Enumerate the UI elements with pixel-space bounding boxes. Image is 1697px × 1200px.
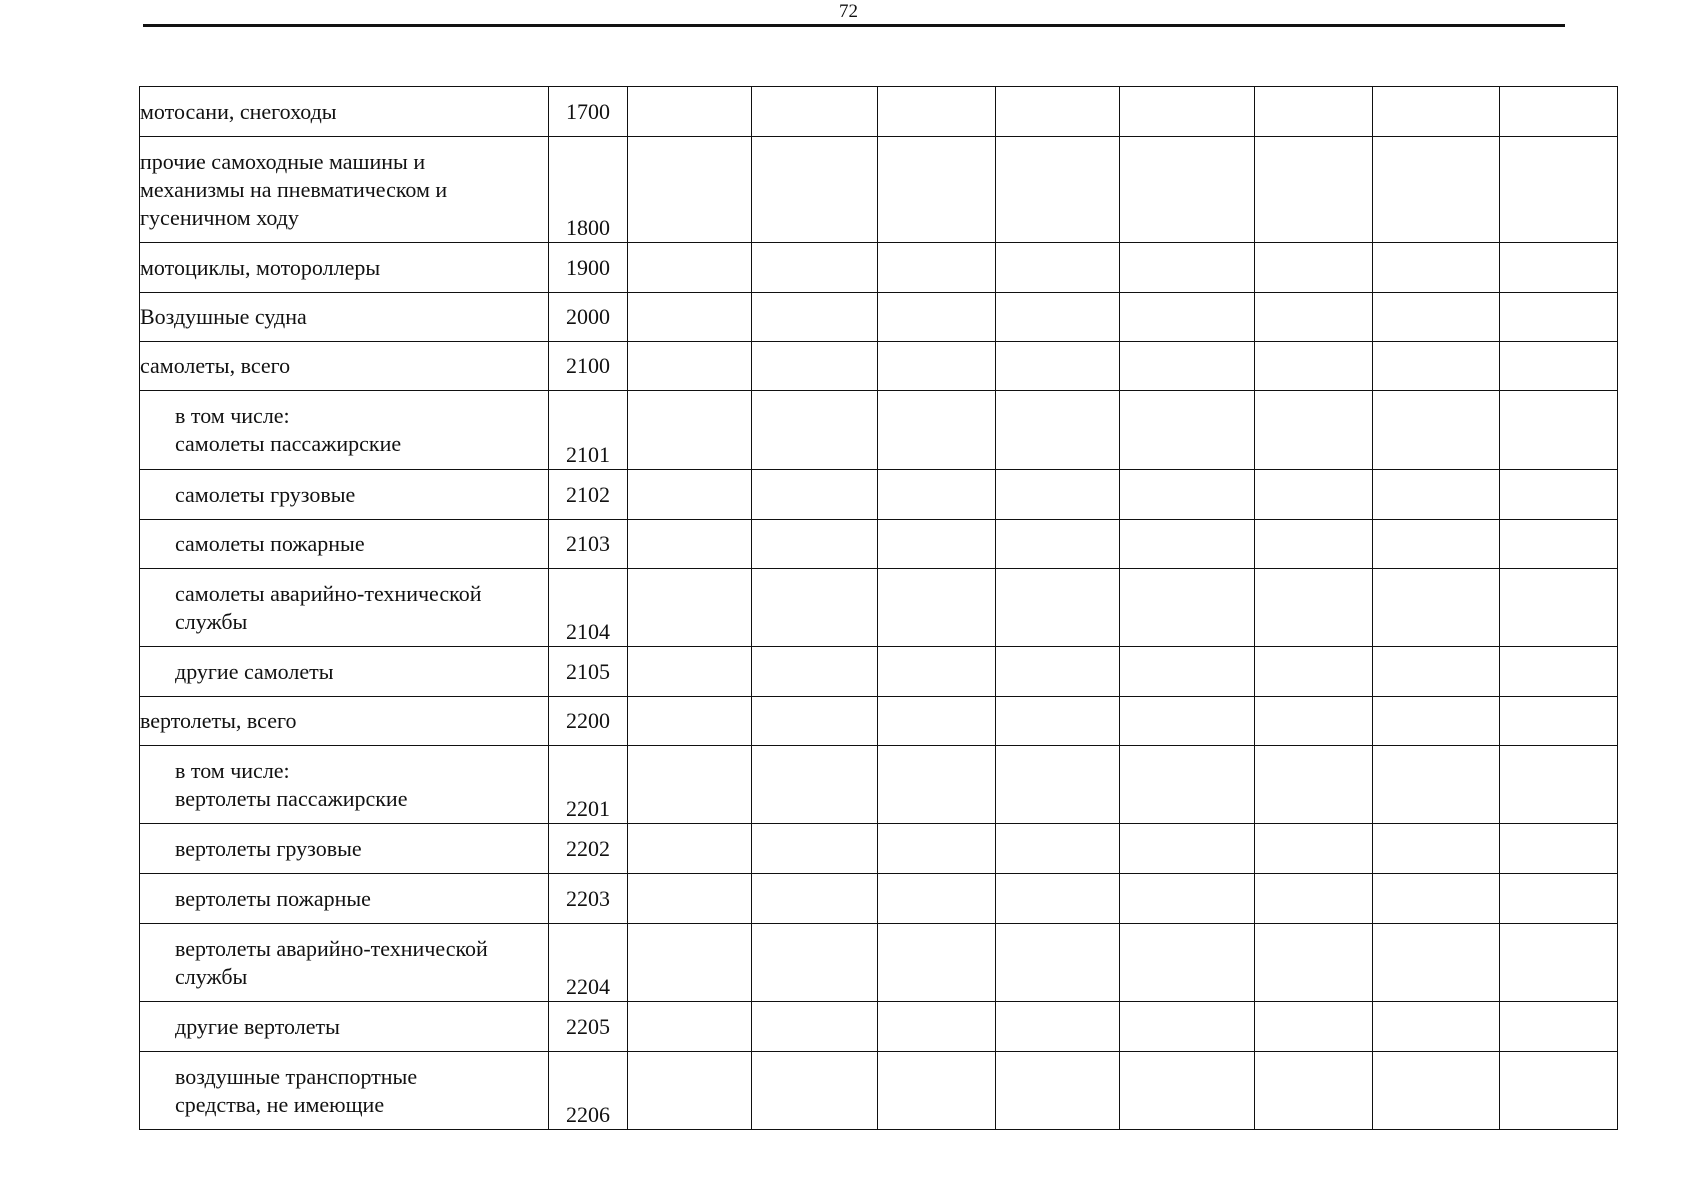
data-entry-cell[interactable] (1120, 746, 1255, 824)
data-entry-cell[interactable] (1255, 391, 1373, 470)
data-entry-cell[interactable] (1255, 647, 1373, 697)
data-entry-cell[interactable] (1373, 924, 1500, 1002)
data-entry-cell[interactable] (628, 647, 752, 697)
data-entry-cell[interactable] (1500, 647, 1618, 697)
data-entry-cell[interactable] (1120, 1002, 1255, 1052)
data-entry-cell[interactable] (1255, 924, 1373, 1002)
data-entry-cell[interactable] (996, 746, 1120, 824)
data-entry-cell[interactable] (1120, 87, 1255, 137)
table-row (140, 924, 1618, 1002)
data-entry-cell[interactable] (752, 1002, 878, 1052)
table-row (140, 293, 1618, 342)
table-row (140, 874, 1618, 924)
row-name-cell (140, 342, 549, 391)
data-entry-cell[interactable] (1500, 697, 1618, 746)
data-entry-cell[interactable] (1500, 1002, 1618, 1052)
data-entry-cell[interactable] (878, 342, 996, 391)
row-name-line: службы (175, 963, 248, 989)
row-name-cell (140, 824, 549, 874)
row-code-cell: 2205 (549, 1002, 628, 1052)
row-code-cell: 1700 (549, 87, 628, 137)
data-entry-cell[interactable] (1255, 1002, 1373, 1052)
data-entry-cell[interactable] (1120, 293, 1255, 342)
row-name-cell (140, 569, 549, 647)
form-table (139, 86, 1618, 1130)
data-entry-cell[interactable] (996, 1002, 1120, 1052)
data-entry-cell[interactable] (878, 391, 996, 470)
data-entry-cell[interactable] (752, 824, 878, 874)
table-body (140, 87, 1618, 1130)
data-entry-cell[interactable] (1120, 342, 1255, 391)
data-entry-cell[interactable] (1373, 520, 1500, 569)
data-entry-cell[interactable] (1373, 569, 1500, 647)
row-name-cell (140, 391, 549, 470)
data-entry-cell[interactable] (996, 87, 1120, 137)
table-row (140, 1052, 1618, 1130)
data-entry-cell[interactable] (628, 924, 752, 1002)
data-entry-cell[interactable] (1120, 924, 1255, 1002)
row-name-line: самолеты, всего (140, 353, 291, 378)
data-entry-cell[interactable] (752, 243, 878, 293)
data-entry-cell[interactable] (628, 342, 752, 391)
table-row (140, 647, 1618, 697)
row-name-line: прочие самоходные машины и (140, 148, 426, 174)
row-name-line: гусеничном ходу (140, 204, 299, 230)
data-entry-cell[interactable] (628, 824, 752, 874)
data-entry-cell[interactable] (996, 470, 1120, 520)
data-entry-cell[interactable] (1373, 137, 1500, 243)
data-entry-cell[interactable] (1500, 569, 1618, 647)
data-entry-cell[interactable] (1500, 87, 1618, 137)
row-name-cell (140, 243, 549, 293)
data-entry-cell[interactable] (1120, 647, 1255, 697)
row-name-line: самолеты пассажирские (175, 431, 402, 456)
row-name-line: вертолеты аварийно-технической (175, 935, 488, 961)
data-entry-cell[interactable] (996, 697, 1120, 746)
data-entry-cell[interactable] (878, 87, 996, 137)
page-number: 72 (839, 1, 858, 22)
table-row (140, 137, 1618, 243)
data-entry-cell[interactable] (1500, 293, 1618, 342)
table-row (140, 470, 1618, 520)
data-entry-cell[interactable] (752, 697, 878, 746)
data-entry-cell[interactable] (1373, 697, 1500, 746)
data-entry-cell[interactable] (628, 874, 752, 924)
table-row (140, 391, 1618, 470)
data-entry-cell[interactable] (1373, 824, 1500, 874)
data-entry-cell[interactable] (1255, 342, 1373, 391)
row-name-line: механизмы на пневматическом и (140, 176, 448, 202)
data-entry-cell[interactable] (1500, 1052, 1618, 1130)
table-row (140, 824, 1618, 874)
data-entry-cell[interactable] (1373, 1052, 1500, 1130)
data-entry-cell[interactable] (628, 391, 752, 470)
data-entry-cell[interactable] (1500, 137, 1618, 243)
row-name-cell (140, 874, 549, 924)
data-entry-cell[interactable] (752, 647, 878, 697)
data-entry-cell[interactable] (878, 520, 996, 569)
data-entry-cell[interactable] (1120, 569, 1255, 647)
data-entry-cell[interactable] (878, 137, 996, 243)
table-row (140, 569, 1618, 647)
table-row (140, 697, 1618, 746)
data-entry-cell[interactable] (996, 569, 1120, 647)
row-name-line: вертолеты грузовые (175, 835, 362, 861)
data-entry-cell[interactable] (878, 569, 996, 647)
data-entry-cell[interactable] (996, 391, 1120, 470)
row-name-cell (140, 293, 549, 342)
data-entry-cell[interactable] (1373, 391, 1500, 470)
data-entry-cell[interactable] (1120, 520, 1255, 569)
data-entry-cell[interactable] (628, 137, 752, 243)
data-entry-cell[interactable] (1500, 342, 1618, 391)
data-entry-cell[interactable] (996, 647, 1120, 697)
row-name-line: в том числе: (175, 403, 290, 428)
data-entry-cell[interactable] (878, 746, 996, 824)
data-entry-cell[interactable] (752, 87, 878, 137)
data-entry-cell[interactable] (628, 569, 752, 647)
data-entry-cell[interactable] (1255, 137, 1373, 243)
data-entry-cell[interactable] (1500, 824, 1618, 874)
data-entry-cell[interactable] (752, 746, 878, 824)
row-name-cell (140, 647, 549, 697)
row-code-cell: 2201 (549, 746, 628, 824)
data-entry-cell[interactable] (628, 470, 752, 520)
data-entry-cell[interactable] (1255, 874, 1373, 924)
data-entry-cell[interactable] (1120, 874, 1255, 924)
row-code-cell: 1800 (549, 137, 628, 243)
data-entry-cell[interactable] (996, 342, 1120, 391)
row-name-line: вертолеты, всего (140, 708, 297, 733)
row-name-cell (140, 1052, 549, 1130)
data-entry-cell[interactable] (1373, 293, 1500, 342)
data-entry-cell[interactable] (996, 243, 1120, 293)
row-code-cell: 2100 (549, 342, 628, 391)
data-entry-cell[interactable] (1120, 243, 1255, 293)
data-entry-cell[interactable] (996, 824, 1120, 874)
row-name-line: вертолеты пассажирские (175, 785, 408, 811)
data-entry-cell[interactable] (1373, 87, 1500, 137)
row-name-line: вертолеты пожарные (175, 885, 371, 911)
data-entry-cell[interactable] (1500, 746, 1618, 824)
row-code-cell: 2000 (549, 293, 628, 342)
row-code-cell: 2202 (549, 824, 628, 874)
row-name-cell (140, 520, 549, 569)
row-name-line: другие вертолеты (175, 1013, 340, 1039)
data-entry-cell[interactable] (1255, 1052, 1373, 1130)
data-entry-cell[interactable] (878, 293, 996, 342)
row-name-line: другие самолеты (175, 658, 334, 684)
data-entry-cell[interactable] (628, 1052, 752, 1130)
data-entry-cell[interactable] (752, 342, 878, 391)
data-entry-cell[interactable] (752, 569, 878, 647)
row-name-line: службы (175, 608, 248, 634)
data-entry-cell[interactable] (1255, 87, 1373, 137)
row-name-line: самолеты грузовые (175, 481, 356, 507)
data-entry-cell[interactable] (1373, 470, 1500, 520)
data-entry-cell[interactable] (752, 924, 878, 1002)
data-entry-cell[interactable] (1255, 243, 1373, 293)
table-row (140, 87, 1618, 137)
data-entry-cell[interactable] (996, 293, 1120, 342)
data-entry-cell[interactable] (752, 293, 878, 342)
data-entry-cell[interactable] (1255, 520, 1373, 569)
data-entry-cell[interactable] (752, 874, 878, 924)
data-entry-cell[interactable] (878, 243, 996, 293)
data-entry-cell[interactable] (996, 137, 1120, 243)
row-code-cell: 2203 (549, 874, 628, 924)
row-name-cell (140, 1002, 549, 1052)
data-entry-cell[interactable] (752, 470, 878, 520)
data-entry-cell[interactable] (996, 924, 1120, 1002)
row-name-line: мотосани, снегоходы (140, 98, 337, 124)
data-entry-cell[interactable] (1500, 874, 1618, 924)
data-entry-cell[interactable] (1120, 391, 1255, 470)
data-entry-cell[interactable] (1120, 824, 1255, 874)
data-entry-cell[interactable] (996, 874, 1120, 924)
row-code-cell: 2103 (549, 520, 628, 569)
row-name-cell (140, 137, 549, 243)
data-entry-cell[interactable] (628, 697, 752, 746)
data-entry-cell[interactable] (628, 243, 752, 293)
data-entry-cell[interactable] (1120, 697, 1255, 746)
data-entry-cell[interactable] (878, 874, 996, 924)
data-entry-cell[interactable] (752, 520, 878, 569)
row-code-cell: 2200 (549, 697, 628, 746)
data-entry-cell[interactable] (1500, 391, 1618, 470)
row-name-cell (140, 697, 549, 746)
data-entry-cell[interactable] (628, 746, 752, 824)
table-row (140, 342, 1618, 391)
data-entry-cell[interactable] (1373, 1002, 1500, 1052)
data-entry-cell[interactable] (878, 647, 996, 697)
row-name-line: Воздушные судна (140, 304, 307, 329)
row-name-line: самолеты аварийно-технической (175, 580, 482, 606)
data-entry-cell[interactable] (996, 1052, 1120, 1130)
data-entry-cell[interactable] (1255, 824, 1373, 874)
row-name-cell (140, 924, 549, 1002)
data-entry-cell[interactable] (878, 824, 996, 874)
data-entry-cell[interactable] (752, 137, 878, 243)
data-entry-cell[interactable] (1373, 647, 1500, 697)
table-row (140, 520, 1618, 569)
table-row (140, 1002, 1618, 1052)
data-entry-cell[interactable] (1255, 470, 1373, 520)
data-entry-cell[interactable] (878, 1052, 996, 1130)
data-entry-cell[interactable] (1255, 746, 1373, 824)
data-entry-cell[interactable] (878, 1002, 996, 1052)
data-entry-cell[interactable] (1500, 243, 1618, 293)
row-code-cell: 2102 (549, 470, 628, 520)
row-code-cell: 2104 (549, 569, 628, 647)
row-code-cell: 2204 (549, 924, 628, 1002)
data-entry-cell[interactable] (1120, 137, 1255, 243)
data-entry-cell[interactable] (1373, 746, 1500, 824)
data-entry-cell[interactable] (1255, 697, 1373, 746)
data-entry-cell[interactable] (1120, 470, 1255, 520)
data-entry-cell[interactable] (628, 87, 752, 137)
row-code-cell: 2206 (549, 1052, 628, 1130)
data-entry-cell[interactable] (1255, 293, 1373, 342)
row-name-line: в том числе: (175, 757, 290, 783)
data-entry-cell[interactable] (628, 1002, 752, 1052)
row-code-cell: 2101 (549, 391, 628, 470)
row-name-line: мотоциклы, мотороллеры (140, 254, 381, 280)
data-entry-cell[interactable] (1120, 1052, 1255, 1130)
data-entry-cell[interactable] (1373, 342, 1500, 391)
data-entry-cell[interactable] (996, 520, 1120, 569)
data-entry-cell[interactable] (1500, 520, 1618, 569)
row-code-cell: 1900 (549, 243, 628, 293)
row-name-line: самолеты пожарные (175, 531, 365, 556)
data-entry-cell[interactable] (1500, 924, 1618, 1002)
table-row (140, 243, 1618, 293)
row-name-cell (140, 746, 549, 824)
data-entry-cell[interactable] (878, 697, 996, 746)
data-entry-cell[interactable] (1500, 470, 1618, 520)
data-entry-cell[interactable] (752, 391, 878, 470)
data-entry-cell[interactable] (1255, 569, 1373, 647)
data-entry-cell[interactable] (628, 293, 752, 342)
data-entry-cell[interactable] (752, 1052, 878, 1130)
data-entry-cell[interactable] (878, 470, 996, 520)
data-entry-cell[interactable] (1373, 243, 1500, 293)
table-row (140, 746, 1618, 824)
row-name-line: средства, не имеющие (175, 1091, 385, 1117)
row-code-cell: 2105 (549, 647, 628, 697)
data-entry-cell[interactable] (878, 924, 996, 1002)
row-name-line: воздушные транспортные (175, 1063, 418, 1089)
data-entry-cell[interactable] (1373, 874, 1500, 924)
row-name-cell (140, 470, 549, 520)
header-rule (143, 24, 1565, 27)
row-name-cell (140, 87, 549, 137)
data-entry-cell[interactable] (628, 520, 752, 569)
